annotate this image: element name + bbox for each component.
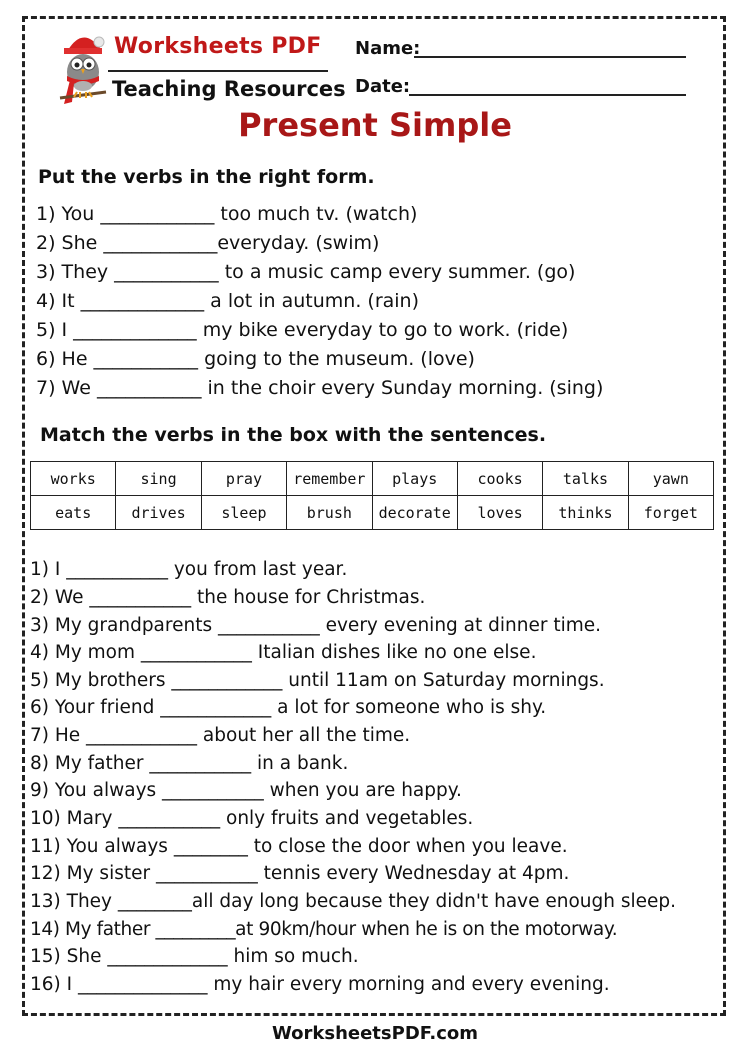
- exercise2-item: 2) We ___________ the house for Christmas.: [30, 587, 426, 608]
- word-cell: remember: [287, 462, 372, 496]
- word-cell: eats: [31, 496, 116, 530]
- exercise2-item: 13) They ________all day long because they didn't have enough sleep.: [30, 891, 677, 912]
- word-cell: pray: [201, 462, 286, 496]
- exercise2-item: 6) Your friend ____________ a lot for someone who is shy.: [30, 697, 547, 718]
- exercise1-item: 4) It _____________ a lot in autumn. (rain): [36, 290, 420, 312]
- exercise2-item: 9) You always ___________ when you are happy.: [30, 780, 462, 801]
- exercise2-item: 4) My mom ____________ Italian dishes like no one else.: [30, 642, 537, 663]
- exercise2-item: 8) My father ___________ in a bank.: [30, 753, 349, 774]
- word-cell: loves: [457, 496, 542, 530]
- exercise2-item: 12) My sister ___________ tennis every Wednesday at 4pm.: [30, 863, 570, 884]
- word-cell: decorate: [372, 496, 457, 530]
- brand-title: Worksheets PDF: [114, 34, 322, 59]
- date-field: [355, 76, 410, 97]
- brand-subtitle: Teaching Resources: [112, 77, 346, 101]
- word-cell: drives: [116, 496, 201, 530]
- word-cell: yawn: [628, 462, 713, 496]
- owl-logo-icon: [58, 28, 108, 112]
- word-cell: talks: [543, 462, 628, 496]
- word-cell: sing: [116, 462, 201, 496]
- exercise2-item: 3) My grandparents ___________ every evening at dinner time.: [30, 615, 602, 636]
- exercise2-item: 11) You always ________ to close the door when you leave.: [30, 836, 568, 857]
- exercise2-item: 7) He ____________ about her all the time.: [30, 725, 411, 746]
- section2-heading: Match the verbs in the box with the sentences.: [40, 424, 547, 446]
- exercise1-item: 1) You ____________ too much tv. (watch): [36, 203, 418, 225]
- date-label: Date:: [355, 76, 411, 97]
- exercise1-item: 5) I _____________ my bike everyday to go to work. (ride): [36, 319, 569, 341]
- word-cell: sleep: [201, 496, 286, 530]
- section1-heading: Put the verbs in the right form.: [38, 166, 375, 188]
- exercise1-item: 2) She ____________everyday. (swim): [36, 232, 380, 254]
- word-row: [31, 496, 714, 530]
- name-label: Name:: [355, 38, 421, 59]
- exercise2-item: 10) Mary ___________ only fruits and vegetables.: [30, 808, 474, 829]
- exercise2-item: 16) I ______________ my hair every morning and every evening.: [30, 974, 610, 995]
- footer-site: WorksheetsPDF.com: [271, 1023, 479, 1044]
- exercise2-item: 1) I ___________ you from last year.: [30, 559, 348, 580]
- word-box: [30, 461, 714, 530]
- word-cell: works: [31, 462, 116, 496]
- word-cell: brush: [287, 496, 372, 530]
- word-cell: cooks: [457, 462, 542, 496]
- brand-underline: [108, 70, 328, 72]
- exercise2-item: 15) She _____________ him so much.: [30, 946, 359, 967]
- name-field: [355, 38, 420, 59]
- word-cell: plays: [372, 462, 457, 496]
- word-row: [31, 462, 714, 496]
- word-cell: forget: [628, 496, 713, 530]
- word-cell: thinks: [543, 496, 628, 530]
- exercise1-item: 6) He ___________ going to the museum. (love): [36, 348, 475, 370]
- name-line[interactable]: [414, 56, 686, 58]
- page-title: Present Simple: [238, 106, 512, 144]
- exercise2-item: 14) My father _________at 90km/hour when he is on the motorway.: [30, 919, 618, 940]
- date-line[interactable]: [409, 94, 686, 96]
- exercise2-item: 5) My brothers ____________ until 11am on Saturday mornings.: [30, 670, 605, 691]
- exercise1-item: 3) They ___________ to a music camp every summer. (go): [36, 261, 576, 283]
- exercise1-item: 7) We ___________ in the choir every Sunday morning. (sing): [36, 377, 604, 399]
